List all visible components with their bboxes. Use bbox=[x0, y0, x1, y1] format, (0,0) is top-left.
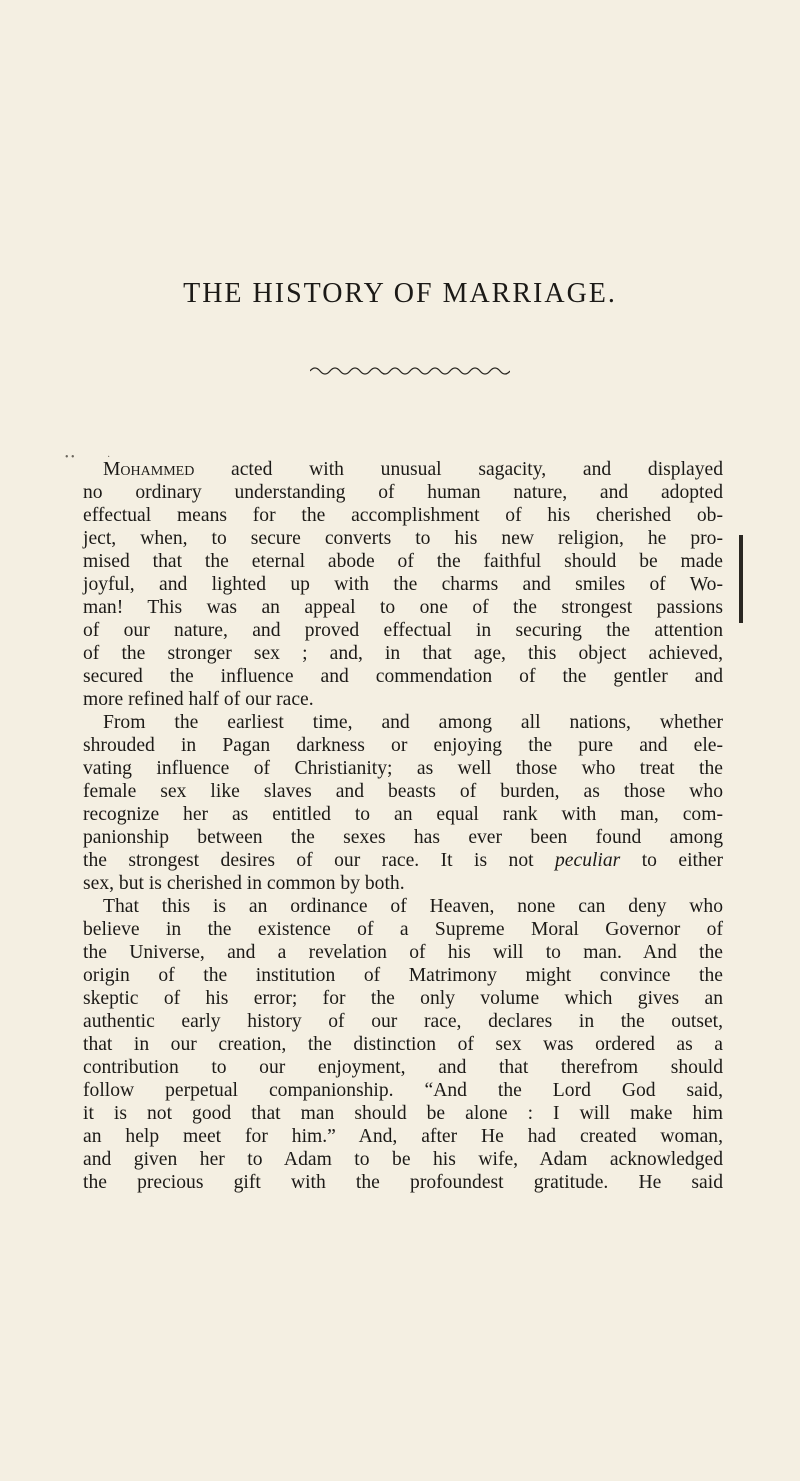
text-line: the strongest desires of our race. It is not peculiar to either bbox=[83, 850, 723, 871]
text-line: Mohammed acted with unusual sagacity, and displayed bbox=[103, 459, 723, 480]
text-line: That this is an ordinance of Heaven, none can deny who bbox=[103, 896, 723, 917]
chapter-title: THE HISTORY OF MARRIAGE. bbox=[183, 278, 617, 309]
text-line: and given her to Adam to be his wife, Adam acknowledged bbox=[83, 1149, 723, 1170]
text-line: joyful, and lighted up with the charms and smiles of Wo- bbox=[83, 574, 723, 595]
text-line: contribution to our enjoyment, and that therefrom should bbox=[83, 1057, 723, 1078]
drop-word: Mohammed bbox=[103, 459, 195, 480]
text-line: of the stronger sex ; and, in that age, this object achieved, bbox=[83, 643, 723, 664]
text-line: effectual means for the accomplishment of his cherished ob- bbox=[83, 505, 723, 526]
italic-word: peculiar bbox=[555, 850, 621, 871]
body-text bbox=[83, 458, 723, 1194]
text-line: secured the influence and commendation of the gentler and bbox=[83, 666, 723, 687]
wavy-rule-ornament bbox=[310, 365, 510, 377]
text-line: it is not good that man should be alone : I will make him bbox=[83, 1103, 723, 1124]
text-line: no ordinary understanding of human nature, and adopted bbox=[83, 482, 723, 503]
text-line: vating influence of Christianity; as well those who treat the bbox=[83, 758, 723, 779]
text-line: more refined half of our race. bbox=[83, 689, 314, 710]
text-line: ject, when, to secure converts to his new religion, he pro- bbox=[83, 528, 723, 549]
text-line: the precious gift with the profoundest gratitude. He said bbox=[83, 1172, 723, 1193]
text-line: panionship between the sexes has ever been found among bbox=[83, 827, 723, 848]
text-line: that in our creation, the distinction of sex was ordered as a bbox=[83, 1034, 723, 1055]
text-line: From the earliest time, and among all nations, whether bbox=[103, 712, 723, 733]
text-line: follow perpetual companionship. “And the Lord God said, bbox=[83, 1080, 723, 1101]
text-line: believe in the existence of a Supreme Moral Governor of bbox=[83, 919, 723, 940]
text-line: origin of the institution of Matrimony might convince the bbox=[83, 965, 723, 986]
text-line: the Universe, and a revelation of his will to man. And the bbox=[83, 942, 723, 963]
text-line: man! This was an appeal to one of the strongest passions bbox=[83, 597, 723, 618]
text-line: sex, but is cherished in common by both. bbox=[83, 873, 405, 894]
text-line: recognize her as entitled to an equal rank with man, com- bbox=[83, 804, 723, 825]
text-line: shrouded in Pagan darkness or enjoying the pure and ele- bbox=[83, 735, 723, 756]
text-line: authentic early history of our race, declares in the outset, bbox=[83, 1011, 723, 1032]
margin-mark bbox=[739, 535, 743, 623]
text-line: female sex like slaves and beasts of burden, as those who bbox=[83, 781, 723, 802]
text-line: an help meet for him.” And, after He had created woman, bbox=[83, 1126, 723, 1147]
print-specks: • • · bbox=[65, 452, 111, 463]
text-line: skeptic of his error; for the only volume which gives an bbox=[83, 988, 723, 1009]
text-line: mised that the eternal abode of the faithful should be made bbox=[83, 551, 723, 572]
text-line: of our nature, and proved effectual in securing the attention bbox=[83, 620, 723, 641]
